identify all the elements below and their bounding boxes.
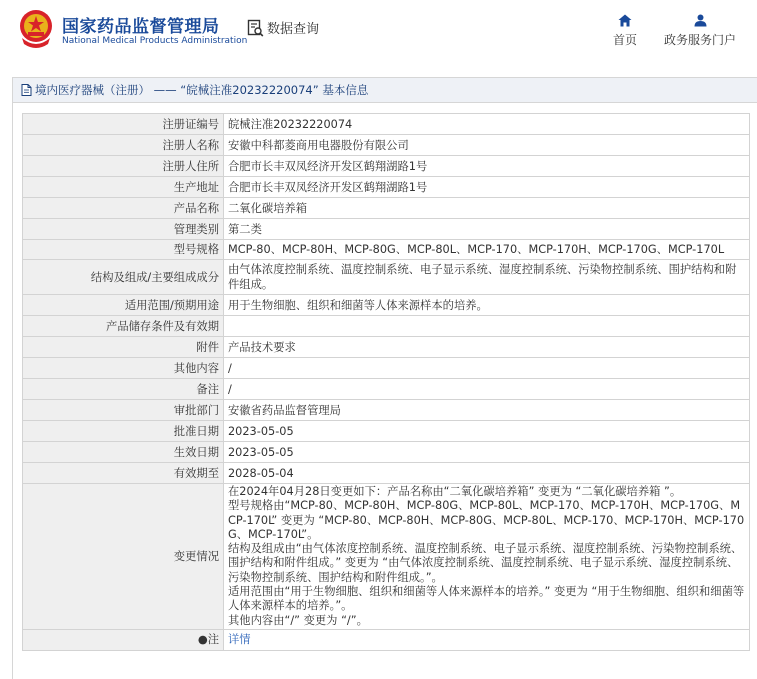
change-history-row: [23, 484, 750, 630]
breadcrumb: [13, 78, 757, 103]
field-label: 审批部门: [23, 400, 224, 421]
nav-gov-label: 政务服务门户: [663, 33, 736, 47]
field-label: 注册人住所: [23, 156, 224, 177]
table-row: [23, 114, 750, 135]
note-row: [23, 629, 750, 650]
pin-icon: ●: [197, 633, 208, 647]
table-row: [23, 421, 750, 442]
user-icon: [694, 14, 707, 27]
field-value: 2023-05-05: [224, 442, 750, 463]
detail-link[interactable]: 详情: [228, 633, 251, 647]
note-value: [224, 629, 750, 650]
field-value: 第二类: [224, 219, 750, 240]
change-line: 结构及组成由“由气体浓度控制系统、温度控制系统、电子显示系统、湿度控制系统、污染物控制系统、围护结构和附件组成。” 变更为 “由气体浓度控制系统、温度控制系统、电子显示系统、湿度控制系统、污染物控制系统、围护结构和附件组成。”。: [228, 542, 743, 584]
field-label: 结构及组成/主要组成成分: [23, 260, 224, 295]
home-icon: [618, 14, 632, 27]
field-value: /: [224, 358, 750, 379]
field-label: 产品名称: [23, 198, 224, 219]
table-row: [23, 295, 750, 316]
registration-info-table: [22, 113, 750, 651]
table-row: [23, 442, 750, 463]
note-label-cell: [23, 629, 224, 650]
detail-panel: [12, 77, 757, 679]
change-line: 其他内容由“/” 变更为 “/”。: [228, 613, 368, 627]
field-value: 2023-05-05: [224, 421, 750, 442]
table-row: [23, 156, 750, 177]
field-value: 用于生物细胞、组织和细菌等人体来源样本的培养。: [224, 295, 750, 316]
field-value: MCP-80、MCP-80H、MCP-80G、MCP-80L、MCP-170、MCP-170H、MCP-170G、MCP-170L: [224, 240, 750, 260]
field-value: /: [224, 379, 750, 400]
change-line: 适用范围由“用于生物细胞、组织和细菌等人体来源样本的培养。” 变更为 “用于生物细胞、组织和细菌等人体来源样本的培养。”。: [228, 585, 745, 613]
field-label: 生产地址: [23, 177, 224, 198]
data-query-label: 数据查询: [267, 22, 320, 37]
field-label: 备注: [23, 379, 224, 400]
table-row: [23, 198, 750, 219]
field-label: 管理类别: [23, 219, 224, 240]
document-icon: [21, 84, 32, 96]
change-history: [224, 484, 750, 630]
site-header: [0, 0, 757, 64]
field-value: 产品技术要求: [224, 337, 750, 358]
table-row: [23, 316, 750, 337]
change-label: 变更情况: [23, 484, 224, 630]
field-value: 安徽省药品监督管理局: [224, 400, 750, 421]
site-title-cn[interactable]: 国家药品监督管理局: [62, 17, 220, 37]
table-row: [23, 337, 750, 358]
data-query-link[interactable]: [247, 18, 319, 37]
field-label: 注册人名称: [23, 135, 224, 156]
data-search-icon: [247, 19, 264, 37]
field-label: 有效期至: [23, 463, 224, 484]
field-value: 安徽中科都菱商用电器股份有限公司: [224, 135, 750, 156]
table-row: [23, 400, 750, 421]
field-label: 其他内容: [23, 358, 224, 379]
field-value: 皖械注准20232220074: [224, 114, 750, 135]
table-row: [23, 358, 750, 379]
table-row: [23, 177, 750, 198]
field-value: 二氧化碳培养箱: [224, 198, 750, 219]
field-value: 2028-05-04: [224, 463, 750, 484]
table-row: [23, 463, 750, 484]
field-label: 生效日期: [23, 442, 224, 463]
field-value: 由气体浓度控制系统、温度控制系统、电子显示系统、湿度控制系统、污染物控制系统、围护结构和附件组成。: [224, 260, 750, 295]
nav-gov-service[interactable]: [660, 14, 740, 48]
field-value: 合肥市长丰双凤经济开发区鹤翔湖路1号: [224, 177, 750, 198]
field-value: [224, 316, 750, 337]
site-title-en: National Medical Products Administration: [62, 36, 248, 46]
table-row: [23, 240, 750, 260]
nav-home-label: 首页: [612, 33, 637, 47]
table-row: [23, 219, 750, 240]
table-row: [23, 135, 750, 156]
note-label: 注: [207, 633, 219, 647]
national-emblem-icon: [18, 8, 54, 48]
change-line: 在2024年04月28日变更如下：产品名称由“二氧化碳培养箱” 变更为 “二氧化碳培养箱 ”。: [228, 485, 682, 498]
field-label: 附件: [23, 337, 224, 358]
field-label: 适用范围/预期用途: [23, 295, 224, 316]
field-value: 合肥市长丰双凤经济开发区鹤翔湖路1号: [224, 156, 750, 177]
table-row: [23, 260, 750, 295]
field-label: 产品储存条件及有效期: [23, 316, 224, 337]
change-line: 型号规格由“MCP-80、MCP-80H、MCP-80G、MCP-80L、MCP-170、MCP-170H、MCP-170G、MCP-170L” 变更为 “MCP-80、MCP-80H、MCP-80G、MCP-80L、MCP-170、MCP-170H、MCP-170G、MCP-170L”。: [228, 499, 745, 541]
breadcrumb-text: 境内医疗器械（注册） —— “皖械注准20232220074” 基本信息: [35, 83, 369, 97]
field-label: 型号规格: [23, 240, 224, 260]
field-label: 批准日期: [23, 421, 224, 442]
field-label: 注册证编号: [23, 114, 224, 135]
nav-home[interactable]: [609, 14, 641, 48]
table-row: [23, 379, 750, 400]
